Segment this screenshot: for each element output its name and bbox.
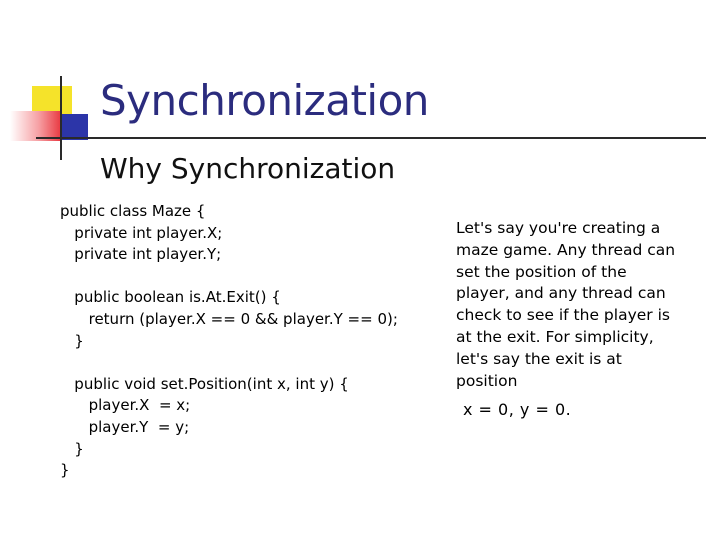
code-line: } (60, 461, 70, 480)
decorative-vertical-line (60, 76, 62, 160)
code-line (60, 266, 398, 288)
code-line: } (60, 331, 84, 350)
slide-subtitle: Why Synchronization (100, 152, 396, 185)
code-line: player.Y = y; (60, 417, 190, 436)
code-line: public class Maze { (60, 202, 206, 220)
explanation-text: Let's say you're creating a maze game. Any thread can set the position of the player, and any thread can check to see if the player is at the exit. For simplicity, let's say the exit is at position (456, 219, 676, 390)
code-line: } (60, 439, 84, 458)
code-line: return (player.X == 0 && player.Y == 0); (60, 309, 398, 328)
code-line: public boolean is.At.Exit() { (60, 288, 281, 307)
title-divider-line (36, 137, 706, 139)
slide-title: Synchronization (100, 76, 429, 125)
code-line: private int player.Y; (60, 245, 222, 264)
code-line: public void set.Position(int x, int y) { (60, 374, 349, 393)
code-block (60, 201, 398, 482)
exit-position-text: x = 0, y = 0. (463, 400, 572, 419)
code-line: player.X = x; (60, 396, 191, 415)
code-line: private int player.X; (60, 223, 223, 242)
code-line (60, 352, 398, 374)
